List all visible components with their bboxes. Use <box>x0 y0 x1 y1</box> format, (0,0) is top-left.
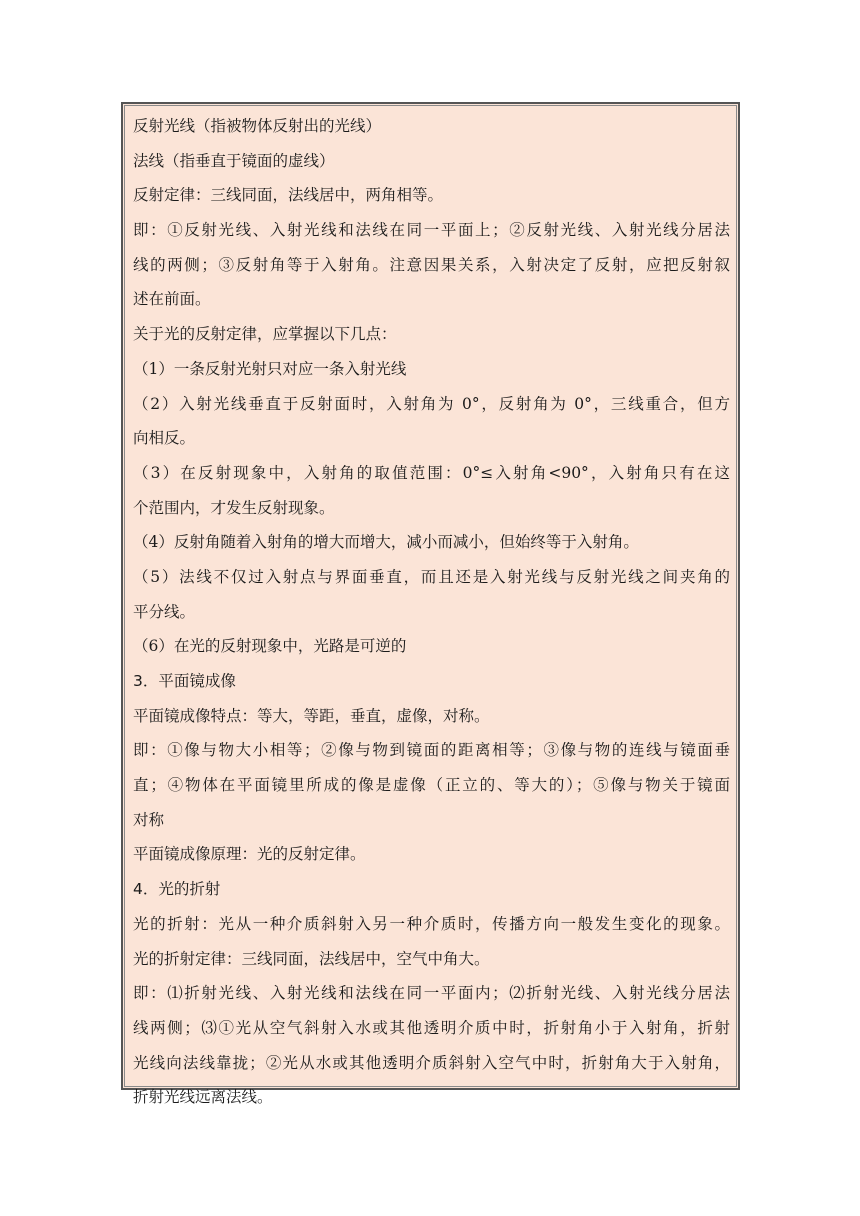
text-line: （3）在反射现象中，入射角的取值范围：0°≤入射角<90°，入射角只有在这 <box>133 463 730 482</box>
section-heading: 3．平面镜成像 <box>133 672 236 690</box>
text-line: 光的折射定律：三线同面，法线居中，空气中角大。 <box>133 949 490 968</box>
text-line: 线两侧；⑶①光从空气斜射入水或其他透明介质中时，折射角小于入射角，折射 <box>133 1018 730 1037</box>
text-line: 平面镜成像原理：光的反射定律。 <box>133 845 366 864</box>
text-line: （2）入射光线垂直于反射面时，入射角为 0°，反射角为 0°，三线重合，但方 <box>133 394 730 413</box>
text-line: 反射光线（指被物体反射出的光线） <box>133 117 382 135</box>
text-line: （5）法线不仅过入射点与界面垂直，而且还是入射光线与反射光线之间夹角的 <box>133 567 730 586</box>
text-line: （4）反射角随着入射角的增大而增大，减小而减小，但始终等于入射角。 <box>133 533 639 552</box>
text-line: 法线（指垂直于镜面的虚线） <box>133 151 335 170</box>
text-line: 即：⑴折射光线、入射光线和法线在同一平面内；⑵折射光线、入射光线分居法 <box>133 984 730 1003</box>
text-line: 平分线。 <box>133 602 196 621</box>
text-line: 直；④物体在平面镜里所成的像是虚像（正立的、等大的）；⑤像与物关于镜面 <box>133 776 730 795</box>
text-line: 述在前面。 <box>133 290 211 309</box>
notes-box <box>121 102 740 1107</box>
text-line: 光线向法线靠拢；②光从水或其他透明介质斜射入空气中时，折射角大于入射角， <box>133 1053 730 1072</box>
text-line: 个范围内，才发生反射现象。 <box>133 498 335 517</box>
section-heading: 4．光的折射 <box>133 880 221 899</box>
text-line: 关于光的反射定律，应掌握以下几点： <box>133 325 397 344</box>
text-line: 向相反。 <box>133 429 196 448</box>
text-line: 平面镜成像特点：等大，等距，垂直，虚像，对称。 <box>133 706 490 725</box>
notes-content <box>133 112 730 1118</box>
text-line: 线的两侧；③反射角等于入射角。注意因果关系，入射决定了反射，应把反射叙 <box>133 255 730 274</box>
text-line: 光的折射：光从一种介质斜射入另一种介质时，传播方向一般发生变化的现象。 <box>133 914 730 933</box>
text-line: 即：①反射光线、入射光线和法线在同一平面上；②反射光线、入射光线分居法 <box>133 221 730 240</box>
text-line: 折射光线远离法线。 <box>133 1088 273 1107</box>
text-line: 对称 <box>133 810 165 829</box>
text-line: 反射定律：三线同面，法线居中，两角相等。 <box>133 186 444 205</box>
text-line: （6）在光的反射现象中，光路是可逆的 <box>133 637 407 656</box>
text-line: （1）一条反射光射只对应一条入射光线 <box>133 359 407 378</box>
text-line: 即：①像与物大小相等；②像与物到镜面的距离相等；③像与物的连线与镜面垂 <box>133 741 730 760</box>
